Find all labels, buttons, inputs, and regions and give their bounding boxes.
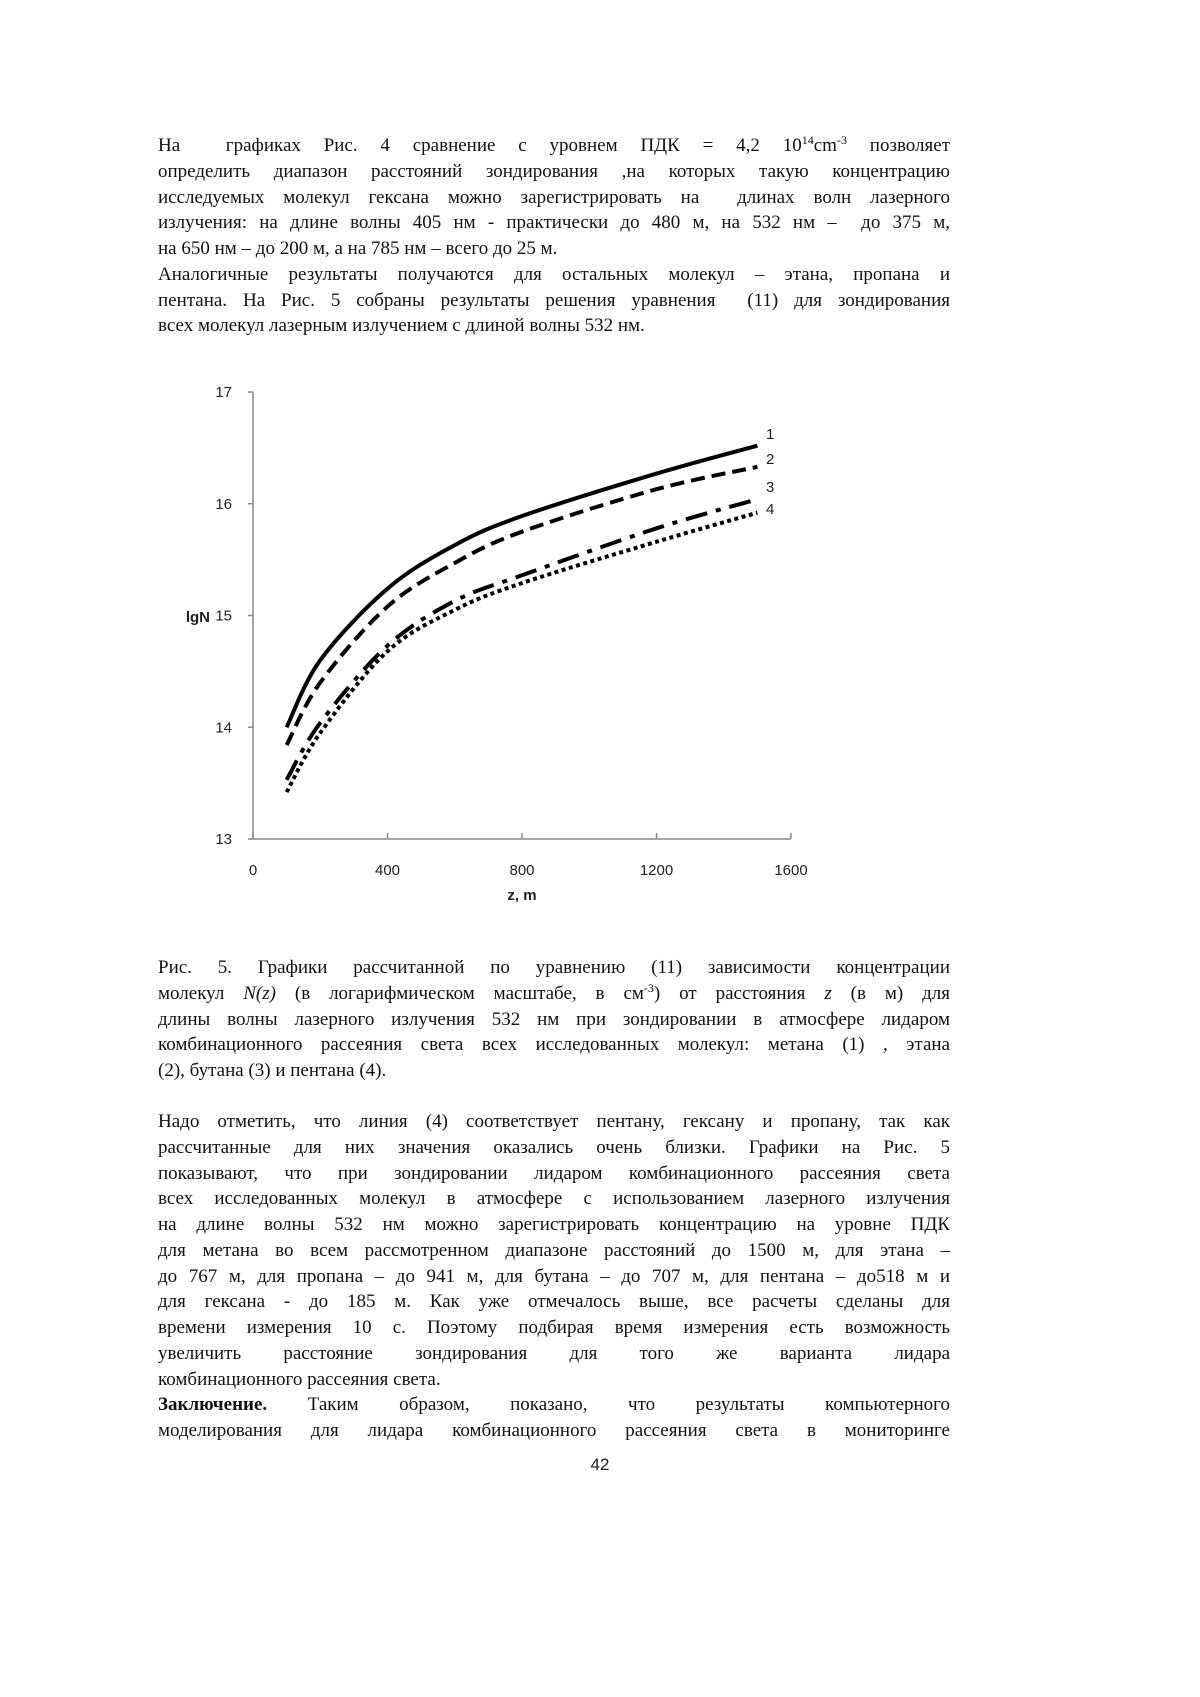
text-segment: Таким образом, показано, что результаты компьютерного xyxy=(267,1394,950,1415)
x-tick-label: 800 xyxy=(509,862,534,879)
text-line: моделирования для лидара комбинационного рассеяния света в мониторинге xyxy=(158,1418,950,1444)
series-label: 2 xyxy=(766,451,774,468)
text-line: определить диапазон расстояний зондирования ,на которых такую концентрацию xyxy=(158,159,950,185)
text-segment: позволяет xyxy=(847,135,950,156)
x-tick-label: 1200 xyxy=(640,862,673,879)
text-segment: (в м) для xyxy=(832,983,950,1004)
superscript: -3 xyxy=(837,133,847,147)
text-line: рассчитанные для них значения оказались очень близки. Графики на Рис. 5 xyxy=(158,1135,950,1161)
text-segment: cm xyxy=(814,135,837,156)
series-label: 3 xyxy=(766,479,774,496)
y-tick-label: 14 xyxy=(215,719,232,736)
text-line: всех исследованных молекул в атмосфере с использованием лазерного излучения xyxy=(158,1186,950,1212)
y-tick-label: 15 xyxy=(215,608,232,625)
series-line-3 xyxy=(287,499,758,779)
superscript: 14 xyxy=(802,133,814,147)
text-line: на длине волны 532 нм можно зарегистрировать концентрацию на уровне ПДК xyxy=(158,1212,950,1238)
text-line: излучения: на длине волны 405 нм - практически до 480 м, на 532 нм – до 375 м, xyxy=(158,210,950,236)
text-segment: молекул xyxy=(158,983,243,1004)
text-line: всех молекул лазерным излучением с длиной волны 532 нм. xyxy=(158,313,950,339)
text-line: Рис. 5. Графики рассчитанной по уравнению (11) зависимости концентрации xyxy=(158,955,950,981)
y-tick-label: 16 xyxy=(215,496,232,513)
y-tick-label: 13 xyxy=(215,831,232,848)
y-axis-label: lgN xyxy=(186,609,210,626)
series-line-4 xyxy=(287,513,758,792)
text-line: на 650 нм – до 200 м, а на 785 нм – всего до 25 м. xyxy=(158,236,950,262)
italic-text: z xyxy=(824,983,831,1004)
bold-text: Заключение. xyxy=(158,1394,267,1415)
series-line-1 xyxy=(287,446,758,728)
y-tick-label: 17 xyxy=(215,384,232,401)
series-label: 4 xyxy=(766,501,774,518)
text-line: комбинационного рассеяния света. xyxy=(158,1367,950,1393)
text-segment: На графиках Рис. 4 сравнение с уровнем ПДК = 4,2 10 xyxy=(158,135,802,156)
text-line: до 767 м, для пропана – до 941 м, для бутана – до 707 м, для пентана – до518 м и xyxy=(158,1264,950,1290)
text-line: исследуемых молекул гексана можно зарегистрировать на длинах волн лазерного xyxy=(158,185,950,211)
italic-text: N(z) xyxy=(243,983,276,1004)
text-line: для метана во всем рассмотренном диапазоне расстояний до 1500 м, для этана – xyxy=(158,1238,950,1264)
text-line xyxy=(158,981,950,1007)
text-line xyxy=(158,1392,950,1418)
text-line: времени измерения 10 с. Поэтому подбирая время измерения есть возможность xyxy=(158,1315,950,1341)
text-segment: (в логарифмическом масштабе, в см xyxy=(276,983,644,1004)
text-line: увеличить расстояние зондирования для того же варианта лидара xyxy=(158,1341,950,1367)
series-line-2 xyxy=(287,467,758,745)
x-tick-label: 1600 xyxy=(774,862,807,879)
text-line xyxy=(158,133,950,159)
x-tick-label: 0 xyxy=(249,862,257,879)
text-line: длины волны лазерного излучения 532 нм при зондировании в атмосфере лидаром xyxy=(158,1007,950,1033)
x-tick-label: 400 xyxy=(375,862,400,879)
series-label: 1 xyxy=(766,426,774,443)
page-number: 42 xyxy=(0,1455,1200,1475)
text-line: (2), бутана (3) и пентана (4). xyxy=(158,1058,950,1084)
text-line: для гексана - до 185 м. Как уже отмечалось выше, все расчеты сделаны для xyxy=(158,1289,950,1315)
text-line: Надо отметить, что линия (4) соответствует пентану, гексану и пропану, так как xyxy=(158,1109,950,1135)
text-line: Аналогичные результаты получаются для остальных молекул – этана, пропана и xyxy=(158,262,950,288)
text-line: показывают, что при зондировании лидаром комбинационного рассеяния света xyxy=(158,1161,950,1187)
superscript: -3 xyxy=(644,981,654,995)
paragraph-intro xyxy=(158,133,950,339)
text-line: пентана. На Рис. 5 собраны результаты решения уравнения (11) для зондирования xyxy=(158,288,950,314)
x-axis-label: z, m xyxy=(507,887,536,904)
figure-caption xyxy=(158,955,950,1084)
text-segment: ) от расстояния xyxy=(654,983,824,1004)
paragraph-discussion xyxy=(158,1109,950,1444)
text-line: комбинационного рассеяния света всех исследованных молекул: метана (1) , этана xyxy=(158,1032,950,1058)
